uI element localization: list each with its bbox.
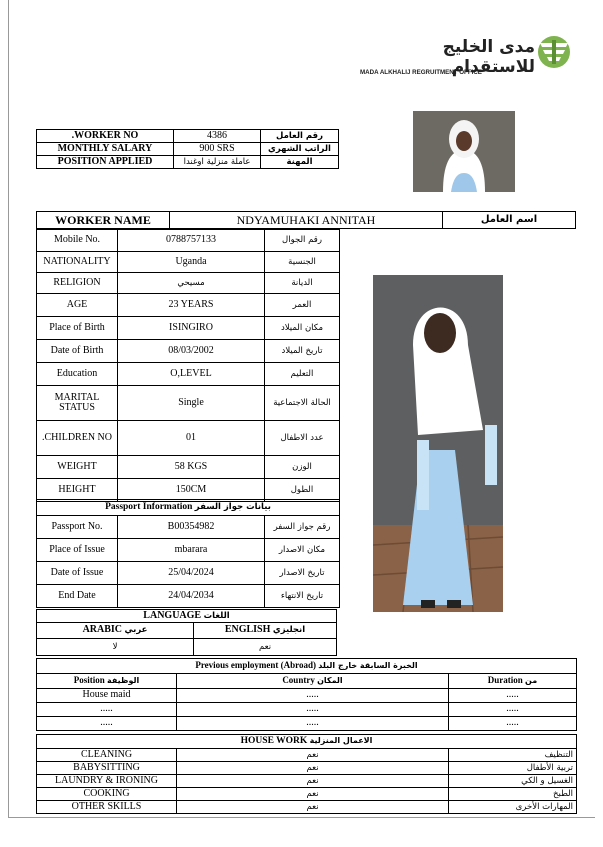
passport-row xyxy=(37,585,340,608)
previous-title-ar: الخبرة السابقة خارج البلد xyxy=(318,661,418,671)
col-position-ar: الوظيفة xyxy=(107,676,140,686)
previous-duration: ..... xyxy=(449,689,577,703)
previous-title xyxy=(37,659,577,674)
worker-name-value: NDYAMUHAKI ANNITAH xyxy=(170,212,443,229)
detail-label-ar: تاريخ الميلاد xyxy=(265,340,340,363)
detail-row xyxy=(37,294,340,317)
housework-title-en: HOUSE WORK xyxy=(240,735,308,746)
detail-row xyxy=(37,421,340,456)
detail-label: NATIONALITY xyxy=(37,252,118,273)
detail-value: 58 KGS xyxy=(118,456,265,479)
detail-label: WEIGHT xyxy=(37,456,118,479)
worker-name-label: WORKER NAME xyxy=(37,212,170,229)
language-title xyxy=(37,610,337,623)
worker-no-label: .WORKER NO xyxy=(37,130,174,143)
worker-name-label-ar: اسم العامل xyxy=(443,212,576,229)
housework-label: LAUNDRY & IRONING xyxy=(37,775,177,788)
english-label-ar: انجليزي xyxy=(272,625,306,636)
detail-label-ar: رقم الجوال xyxy=(265,230,340,252)
col-country xyxy=(177,674,449,689)
housework-value: نعم xyxy=(177,788,449,801)
salary-label: MONTHLY SALARY xyxy=(37,143,174,156)
passport-value: 24/04/2034 xyxy=(118,585,265,608)
detail-label: RELIGION xyxy=(37,273,118,294)
portrait-illustration xyxy=(413,111,515,192)
previous-row xyxy=(37,703,577,717)
detail-row xyxy=(37,317,340,340)
detail-value: 08/03/2002 xyxy=(118,340,265,363)
detail-value: مسيحي xyxy=(118,273,265,294)
detail-row xyxy=(37,386,340,421)
housework-value: نعم xyxy=(177,749,449,762)
logo-arabic-text: مدى الخليج للاستقدام xyxy=(442,37,535,77)
full-body-illustration xyxy=(373,275,503,612)
housework-label: BABYSITTING xyxy=(37,762,177,775)
detail-row xyxy=(37,456,340,479)
housework-header-row xyxy=(37,735,577,749)
english-language-value: نعم xyxy=(194,639,337,656)
page-bottom-edge xyxy=(8,817,595,818)
col-country-en: Country xyxy=(282,675,315,686)
summary-row-salary xyxy=(37,143,339,156)
detail-label-ar: الجنسية xyxy=(265,252,340,273)
passport-label-ar: رقم جواز السفر xyxy=(265,516,340,539)
detail-label-ar: الديانة xyxy=(265,273,340,294)
summary-row-position xyxy=(37,156,339,169)
housework-title-ar: الاعمال المنزلية xyxy=(309,735,373,745)
previous-position: House maid xyxy=(37,689,177,703)
detail-row xyxy=(37,340,340,363)
detail-label-ar: الوزن xyxy=(265,456,340,479)
detail-label-ar: التعليم xyxy=(265,363,340,386)
housework-label-ar: الطبخ xyxy=(449,788,577,801)
english-language-label xyxy=(194,623,337,639)
passport-title xyxy=(37,500,340,516)
previous-country: ..... xyxy=(177,703,449,717)
detail-value: O,LEVEL xyxy=(118,363,265,386)
previous-position: ..... xyxy=(37,703,177,717)
page-left-edge xyxy=(8,0,9,818)
detail-label-ar: الطول xyxy=(265,479,340,502)
detail-label: Place of Birth xyxy=(37,317,118,340)
previous-country: ..... xyxy=(177,717,449,731)
passport-row xyxy=(37,539,340,562)
previous-country: ..... xyxy=(177,689,449,703)
worker-no-value: 4386 xyxy=(174,130,261,143)
previous-title-en: Previous employment (Abroad) xyxy=(195,660,317,671)
col-country-ar: المكان xyxy=(317,676,343,686)
previous-row xyxy=(37,689,577,703)
language-header-row xyxy=(37,610,337,623)
passport-label-ar: مكان الاصدار xyxy=(265,539,340,562)
col-duration-en: Duration xyxy=(487,675,523,686)
detail-value: 0788757133 xyxy=(118,230,265,252)
detail-value: 23 YEARS xyxy=(118,294,265,317)
detail-label: .CHILDREN NO xyxy=(37,421,118,456)
passport-row xyxy=(37,516,340,539)
passport-value: 25/04/2024 xyxy=(118,562,265,585)
housework-label-ar: الغسيل و الكي xyxy=(449,775,577,788)
detail-label: Date of Birth xyxy=(37,340,118,363)
worker-no-label-ar: رقم العامل xyxy=(261,130,339,143)
worker-portrait-photo xyxy=(413,111,515,192)
passport-value: B00354982 xyxy=(118,516,265,539)
language-labels-row xyxy=(37,623,337,639)
detail-label-ar: مكان الميلاد xyxy=(265,317,340,340)
previous-duration: ..... xyxy=(449,717,577,731)
worker-full-photo xyxy=(373,275,503,612)
passport-table xyxy=(36,499,340,608)
detail-label: Mobile No. xyxy=(37,230,118,252)
housework-table xyxy=(36,734,577,814)
col-duration xyxy=(449,674,577,689)
housework-label-ar: تربية الأطفال xyxy=(449,762,577,775)
passport-label: End Date xyxy=(37,585,118,608)
housework-label: CLEANING xyxy=(37,749,177,762)
detail-label-ar: العمر xyxy=(265,294,340,317)
detail-label-ar: الحالة الاجتماعية xyxy=(265,386,340,421)
salary-label-ar: الراتب الشهري xyxy=(261,143,339,156)
passport-label: Place of Issue xyxy=(37,539,118,562)
housework-label: COOKING xyxy=(37,788,177,801)
detail-label: Education xyxy=(37,363,118,386)
passport-value: mbarara xyxy=(118,539,265,562)
housework-row xyxy=(37,801,577,814)
detail-row xyxy=(37,363,340,386)
detail-label: HEIGHT xyxy=(37,479,118,502)
previous-columns-row xyxy=(37,674,577,689)
housework-row xyxy=(37,775,577,788)
housework-row xyxy=(37,762,577,775)
company-logo xyxy=(360,33,575,83)
housework-row xyxy=(37,749,577,762)
worker-name-row xyxy=(37,212,576,229)
previous-header-row xyxy=(37,659,577,674)
worker-name-table xyxy=(36,211,576,229)
position-label: POSITION APPLIED xyxy=(37,156,174,169)
housework-label: OTHER SKILLS xyxy=(37,801,177,814)
position-value: عاملة منزلية اوغندا xyxy=(174,156,261,169)
previous-position: ..... xyxy=(37,717,177,731)
housework-label-ar: التنظيف xyxy=(449,749,577,762)
language-title-ar: اللغات xyxy=(203,610,230,621)
passport-label: Date of Issue xyxy=(37,562,118,585)
language-title-en: LANGUAGE xyxy=(143,609,202,621)
housework-label-ar: المهارات الأخرى xyxy=(449,801,577,814)
arabic-label-en: ARABIC xyxy=(82,624,123,636)
detail-value: 150CM xyxy=(118,479,265,502)
detail-row xyxy=(37,273,340,294)
detail-value: Uganda xyxy=(118,252,265,273)
arabic-language-label xyxy=(37,623,194,639)
language-table xyxy=(36,609,337,656)
housework-title xyxy=(37,735,577,749)
details-table xyxy=(36,229,340,502)
passport-title-en: Passport Information xyxy=(105,501,193,512)
arabic-label-ar: عربي xyxy=(124,625,148,636)
col-position xyxy=(37,674,177,689)
detail-value: ISINGIRO xyxy=(118,317,265,340)
previous-duration: ..... xyxy=(449,703,577,717)
passport-label: Passport No. xyxy=(37,516,118,539)
language-values-row xyxy=(37,639,337,656)
housework-value: نعم xyxy=(177,762,449,775)
detail-label: AGE xyxy=(37,294,118,317)
detail-row xyxy=(37,230,340,252)
english-label-en: ENGLISH xyxy=(224,624,271,636)
passport-title-ar: بيانات جواز السفر xyxy=(194,501,271,512)
summary-row-worker-no xyxy=(37,130,339,143)
salary-value: 900 SRS xyxy=(174,143,261,156)
detail-label-ar: عدد الاطفال xyxy=(265,421,340,456)
passport-label-ar: تاريخ الاصدار xyxy=(265,562,340,585)
detail-row xyxy=(37,252,340,273)
housework-row xyxy=(37,788,577,801)
summary-table xyxy=(36,129,339,169)
previous-row xyxy=(37,717,577,731)
logo-english-text: MADA ALKHALIJ REGRUITMENT OFFICE xyxy=(360,69,482,76)
detail-value: 01 xyxy=(118,421,265,456)
passport-label-ar: تاريخ الانتهاء xyxy=(265,585,340,608)
previous-employment-table xyxy=(36,658,577,731)
col-duration-ar: من xyxy=(525,676,538,686)
housework-value: نعم xyxy=(177,801,449,814)
housework-value: نعم xyxy=(177,775,449,788)
passport-header-row xyxy=(37,500,340,516)
detail-label: MARITAL STATUS xyxy=(37,386,118,421)
detail-value: Single xyxy=(118,386,265,421)
col-position-en: Position xyxy=(73,675,105,686)
arabic-language-value: لا xyxy=(37,639,194,656)
position-label-ar: المهنة xyxy=(261,156,339,169)
passport-row xyxy=(37,562,340,585)
